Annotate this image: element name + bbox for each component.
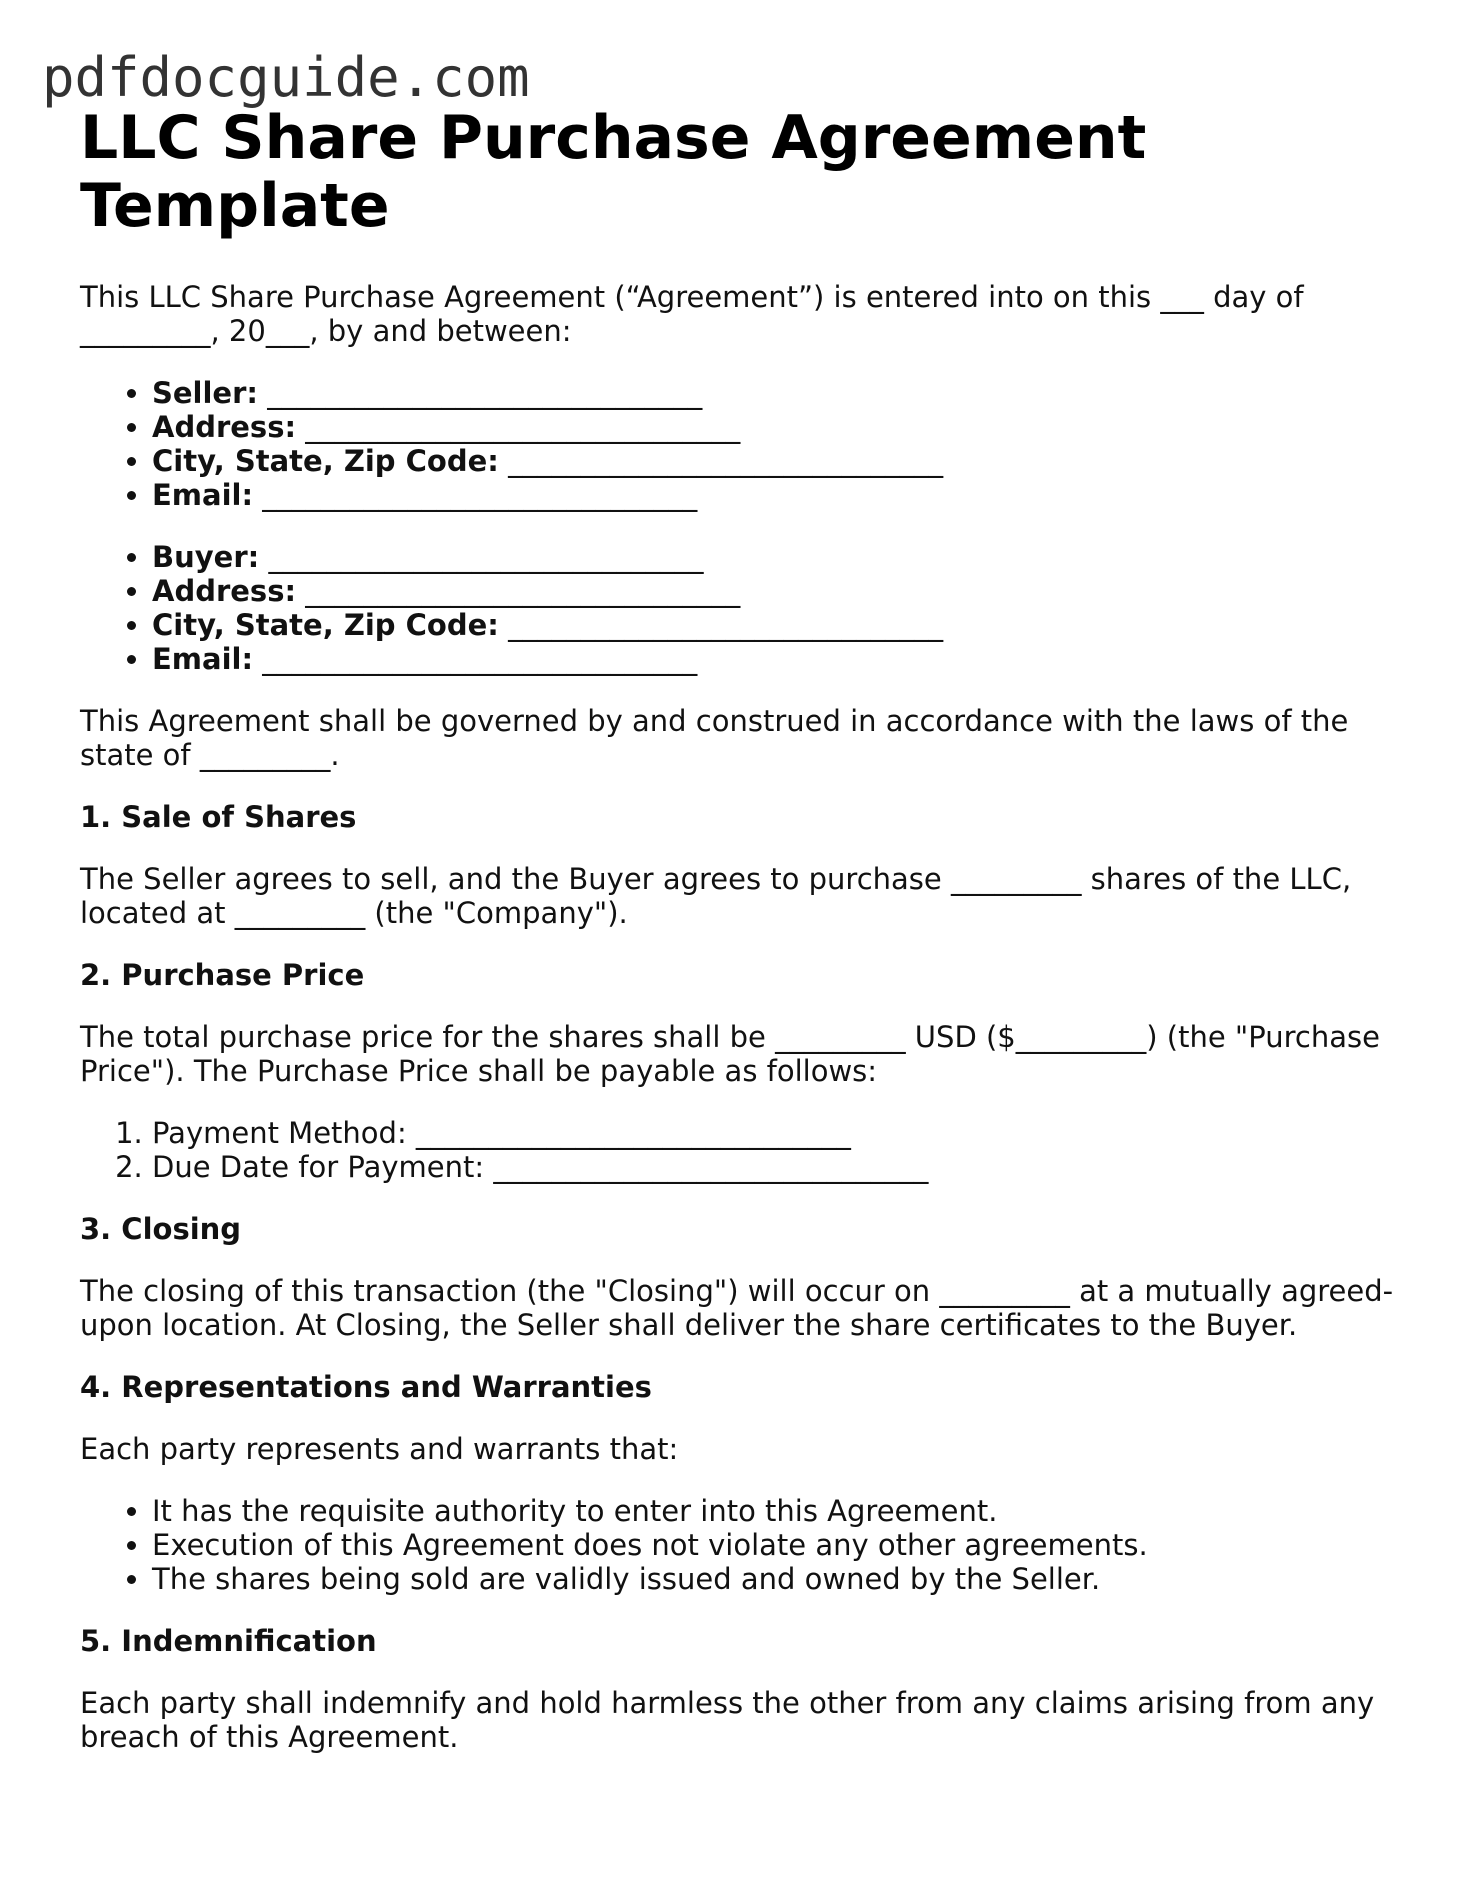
buyer-email-field [152, 642, 1400, 676]
field-blank: ______________________________ [498, 444, 944, 478]
field-blank: ______________________________ [296, 574, 741, 608]
field-label: Email: [152, 642, 254, 676]
buyer-list [80, 540, 1400, 676]
field-label: Seller: [152, 376, 259, 410]
section-heading-sale: 1. Sale of Shares [80, 800, 357, 834]
field-blank: ______________________________ [253, 478, 698, 512]
payment-due-date-item: 2. Due Date for Payment: ______________________________ [152, 1150, 1400, 1184]
section-text-closing: The closing of this transaction (the "Closing") will occur on _________ at a mutually agreed-upon location. At Closing, the Seller shall deliver the share certificates to the Buyer. [80, 1274, 1394, 1342]
field-blank: ______________________________ [296, 410, 741, 444]
document-page [80, 104, 1400, 1754]
watermark: pdfdocguide.com [42, 46, 530, 109]
field-blank: ______________________________ [258, 376, 703, 410]
payment-list [80, 1116, 1400, 1184]
buyer-city-field [152, 608, 1400, 642]
field-label: City, State, Zip Code: [152, 444, 499, 478]
governing-law-paragraph: This Agreement shall be governed by and construed in accordance with the laws of the state of _________. [80, 704, 1349, 772]
seller-list [80, 376, 1400, 512]
field-label: Email: [152, 478, 254, 512]
seller-email-field [152, 478, 1400, 512]
field-label: Address: [152, 410, 297, 444]
reps-list [80, 1494, 1400, 1596]
section-text-price: The total purchase price for the shares shall be _________ USD ($_________) (the "Purchase Price"). The Purchase Price shall be payable as follows: [80, 1020, 1380, 1088]
seller-field [152, 376, 1400, 410]
field-label: City, State, Zip Code: [152, 608, 499, 642]
section-heading-indemnification: 5. Indemnification [80, 1624, 377, 1658]
field-label: Buyer: [152, 540, 260, 574]
section-text-indemnification: Each party shall indemnify and hold harmless the other from any claims arising from any breach of this Agreement. [80, 1686, 1375, 1754]
buyer-field [152, 540, 1400, 574]
field-blank: ______________________________ [498, 608, 944, 642]
field-blank: ______________________________ [259, 540, 704, 574]
section-text-sale: The Seller agrees to sell, and the Buyer agrees to purchase _________ shares of the LLC, located at _________ (the "Company"). [80, 862, 1352, 930]
field-blank: ______________________________ [253, 642, 698, 676]
list-item: • The shares being sold are validly issued and owned by the Seller. [152, 1562, 1400, 1596]
seller-city-field [152, 444, 1400, 478]
section-text-reps: Each party represents and warrants that: [80, 1432, 679, 1466]
section-heading-price: 2. Purchase Price [80, 958, 365, 992]
section-heading-reps: 4. Representations and Warranties [80, 1370, 652, 1404]
seller-address-field [152, 410, 1400, 444]
buyer-address-field [152, 574, 1400, 608]
payment-method-item: 1. Payment Method: ______________________________ [152, 1116, 1400, 1150]
section-heading-closing: 3. Closing [80, 1212, 242, 1246]
page-title: LLC Share Purchase Agreement Template [80, 103, 1147, 241]
field-label: Address: [152, 574, 297, 608]
list-item: • Execution of this Agreement does not violate any other agreements. [152, 1528, 1400, 1562]
intro-paragraph: This LLC Share Purchase Agreement (“Agreement”) is entered into on this ___ day of _________, 20___, by and between: [80, 280, 1304, 348]
list-item: • It has the requisite authority to enter into this Agreement. [152, 1494, 1400, 1528]
